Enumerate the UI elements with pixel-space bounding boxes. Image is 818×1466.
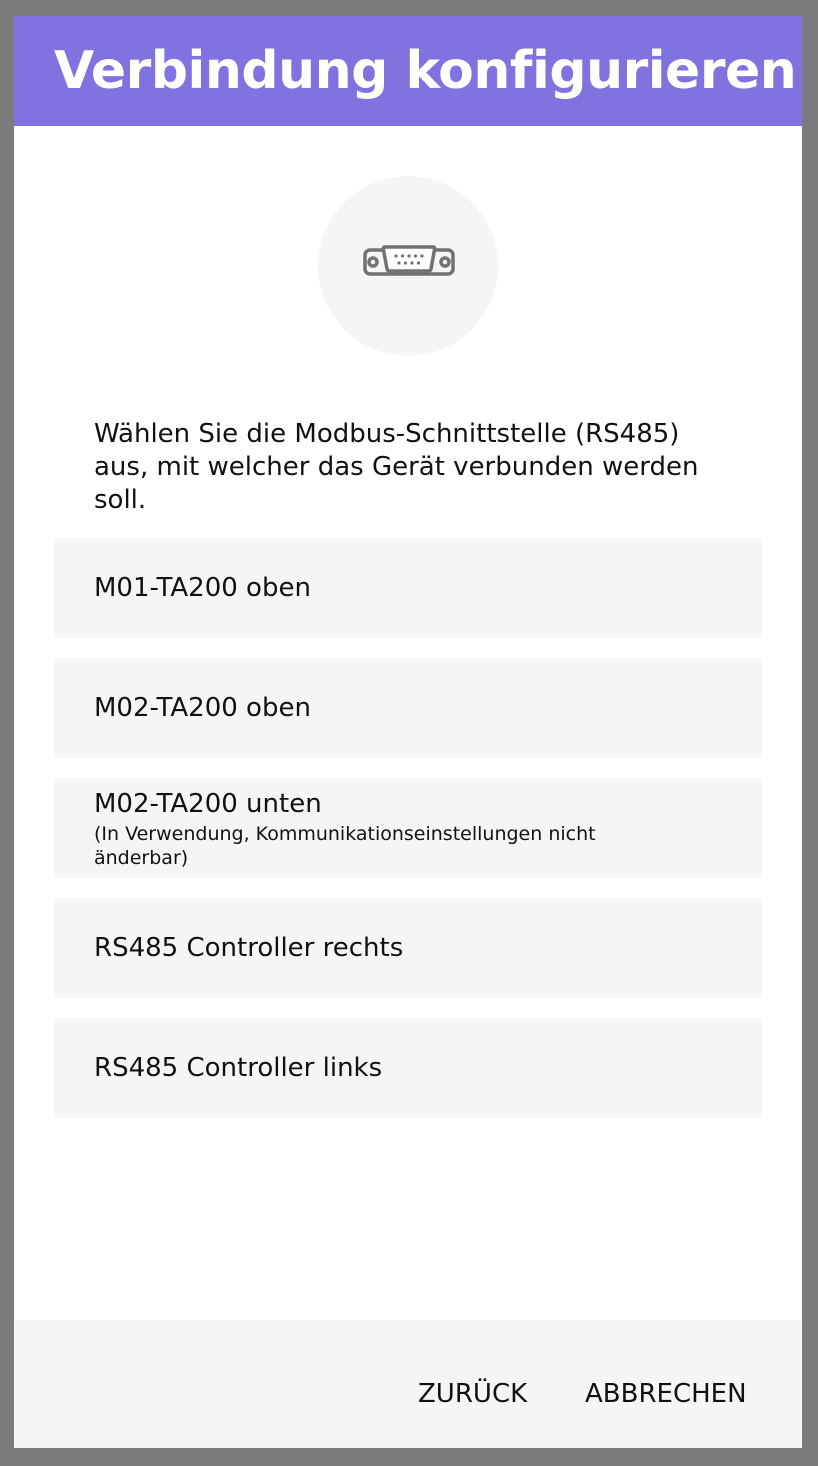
dialog-title: Verbindung konfigurieren xyxy=(54,41,797,101)
option-label: M01-TA200 oben xyxy=(94,573,311,603)
option-m02-ta200-oben[interactable] xyxy=(54,658,762,758)
cancel-button[interactable]: ABBRECHEN xyxy=(585,1379,747,1409)
dialog-header xyxy=(14,16,802,126)
option-rs485-controller-links[interactable] xyxy=(54,1018,762,1118)
dialog-footer xyxy=(14,1320,802,1448)
connection-dialog xyxy=(14,16,802,1448)
icon-circle xyxy=(318,176,498,356)
back-button[interactable]: ZURÜCK xyxy=(418,1379,528,1409)
option-label: M02-TA200 oben xyxy=(94,693,311,723)
option-label: M02-TA200 unten xyxy=(94,789,322,819)
serial-port-icon xyxy=(363,243,455,289)
option-label: RS485 Controller rechts xyxy=(94,933,404,963)
option-rs485-controller-rechts[interactable] xyxy=(54,898,762,998)
option-note: (In Verwendung, Kommunikationseinstellungen nicht änderbar) xyxy=(94,823,596,869)
option-m01-ta200-oben[interactable] xyxy=(54,538,762,638)
option-label: RS485 Controller links xyxy=(94,1053,383,1083)
instruction-text: Wählen Sie die Modbus-Schnittstelle (RS485) aus, mit welcher das Gerät verbunden werden soll. xyxy=(94,419,699,515)
option-m02-ta200-unten xyxy=(54,778,762,878)
